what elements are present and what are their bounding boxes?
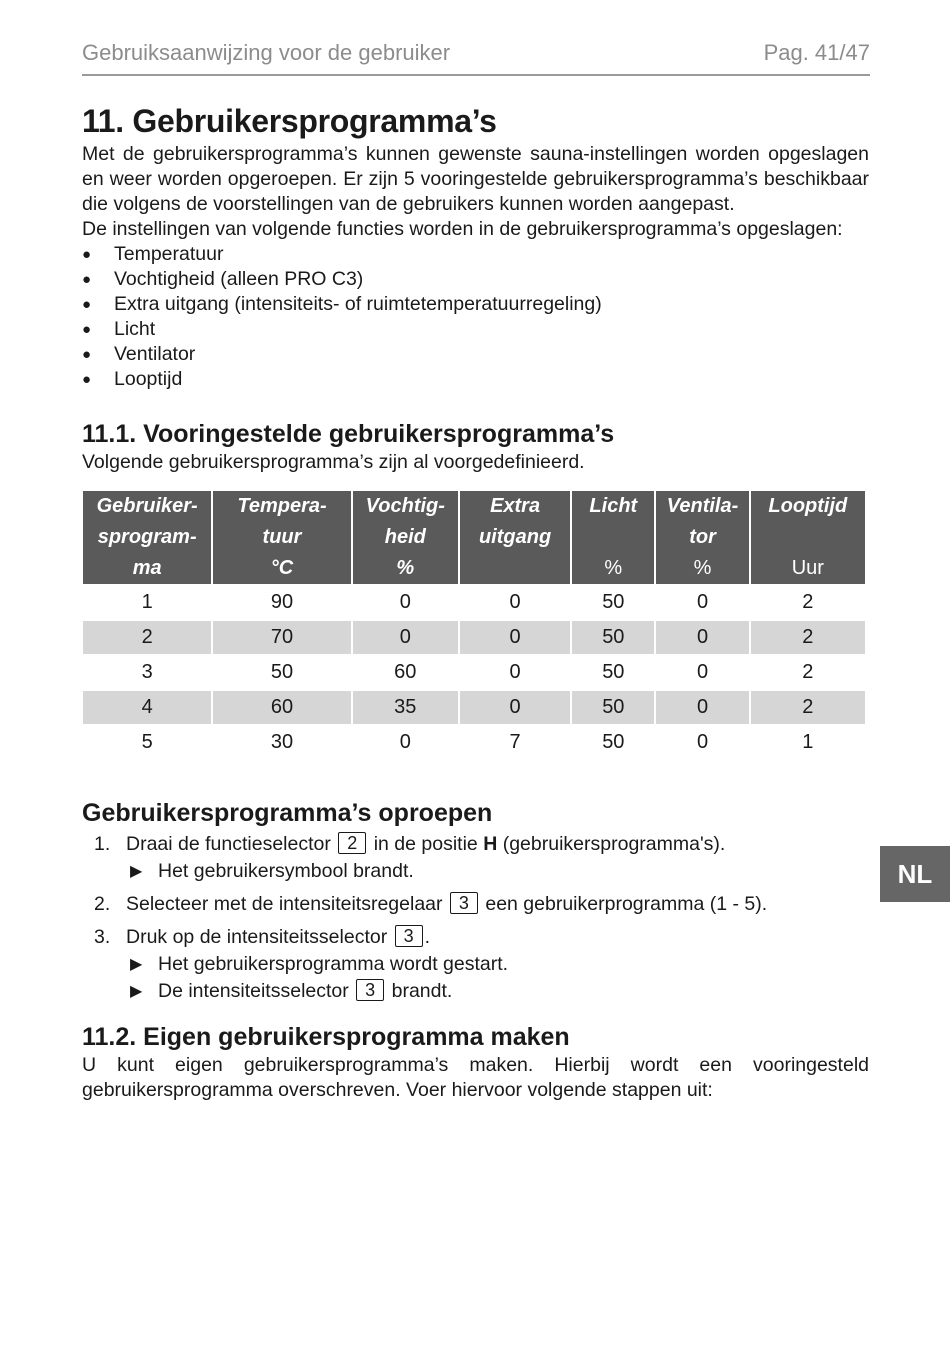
step-1: 1. Draai de functieselector 2 in de positie H (gebruikersprogramma's). ▶ Het gebruikersymbool brandt. bbox=[82, 831, 869, 885]
step-2: 2. Selecteer met de intensiteitsregelaar 3 een gebruikerprogramma (1 - 5). bbox=[94, 893, 768, 915]
section-11-2-text: U kunt eigen gebruikersprogramma’s maken. Hierbij wordt een vooringesteld gebruikersprogramma overschreven. Voer hiervoor volgende stappen uit: bbox=[82, 1054, 869, 1101]
list-item: ● Ventilator bbox=[82, 342, 869, 367]
call-steps-list bbox=[82, 831, 869, 1005]
page-header bbox=[82, 38, 870, 76]
column-header-fan: Ventila- tor % bbox=[656, 491, 748, 584]
page-number: Pag. 41/47 bbox=[763, 40, 870, 65]
column-header-temperature: Tempera- tuur °C bbox=[213, 491, 350, 584]
list-item: ● Temperatuur bbox=[82, 242, 869, 267]
result-arrow-icon: ▶ bbox=[130, 863, 143, 880]
list-item: ● Extra uitgang (intensiteits- of ruimtetemperatuurregeling) bbox=[82, 292, 869, 317]
column-header-program: Gebruiker- sprogram- ma bbox=[83, 491, 211, 584]
table-header-row bbox=[83, 491, 865, 584]
column-header-humidity: Vochtig- heid % bbox=[353, 491, 458, 584]
table-row: 2 70 0 0 50 0 2 bbox=[83, 619, 865, 654]
table-row: 4 60 35 0 50 0 2 bbox=[83, 689, 865, 724]
table-row: 3 50 60 0 50 0 2 bbox=[83, 654, 865, 689]
section-11-1-subtitle: Volgende gebruikersprogramma’s zijn al voorgedefinieerd. bbox=[82, 451, 585, 473]
language-tab-nl: NL bbox=[880, 846, 950, 902]
page-content bbox=[82, 100, 869, 1103]
column-header-extra-output: Extra uitgang bbox=[460, 491, 570, 584]
section-11-heading: 11. Gebruikersprogramma’s bbox=[82, 103, 497, 139]
section-11-2-heading: 11.2. Eigen gebruikersprogramma maken bbox=[82, 1023, 570, 1051]
function-list bbox=[82, 242, 869, 392]
table-row: 1 90 0 0 50 0 2 bbox=[83, 584, 865, 619]
key-2-icon: 2 bbox=[338, 832, 366, 854]
section-11-1-heading: 11.1. Vooringestelde gebruikersprogramma’s bbox=[82, 420, 615, 448]
section-11-functions-intro: De instellingen van volgende functies worden in de gebruikersprogramma’s opgeslagen: bbox=[82, 218, 843, 240]
call-programs-heading: Gebruikersprogramma’s oproepen bbox=[82, 799, 493, 827]
column-header-light: Licht % bbox=[572, 491, 654, 584]
step-3-result-2: ▶ De intensiteitsselector 3 brandt. bbox=[126, 978, 869, 1005]
result-arrow-icon: ▶ bbox=[130, 956, 143, 973]
section-11-intro: Met de gebruikersprogramma’s kunnen gewenste sauna-instellingen worden opgeslagen en weer worden opgeroepen. Er zijn 5 vooringestelde gebruikersprogramma’s beschikbaar die volgens de voorstellingen van de gebruikers kunnen worden aangepast. bbox=[82, 143, 869, 215]
step-3-result-1: ▶ Het gebruikersprogramma wordt gestart. bbox=[126, 951, 869, 978]
document-title: Gebruiksaanwijzing voor de gebruiker bbox=[82, 40, 451, 65]
user-programs-table bbox=[81, 491, 867, 759]
result-arrow-icon: ▶ bbox=[130, 983, 143, 1000]
list-item: ● Licht bbox=[82, 317, 869, 342]
step-3: 3. Druk op de intensiteitsselector 3 . ▶ Het gebruikersprogramma wordt gestart. ▶ De intensiteitsselector 3 brandt. bbox=[82, 924, 869, 1005]
table-row: 5 30 0 7 50 0 1 bbox=[83, 724, 865, 759]
list-item: ● Vochtigheid (alleen PRO C3) bbox=[82, 267, 869, 292]
key-3-icon: 3 bbox=[356, 979, 384, 1001]
column-header-runtime: Looptijd Uur bbox=[751, 491, 865, 584]
key-3-icon: 3 bbox=[395, 925, 423, 947]
step-1-result: ▶ Het gebruikersymbool brandt. bbox=[126, 858, 869, 885]
key-3-icon: 3 bbox=[450, 892, 478, 914]
list-item: ● Looptijd bbox=[82, 367, 869, 392]
